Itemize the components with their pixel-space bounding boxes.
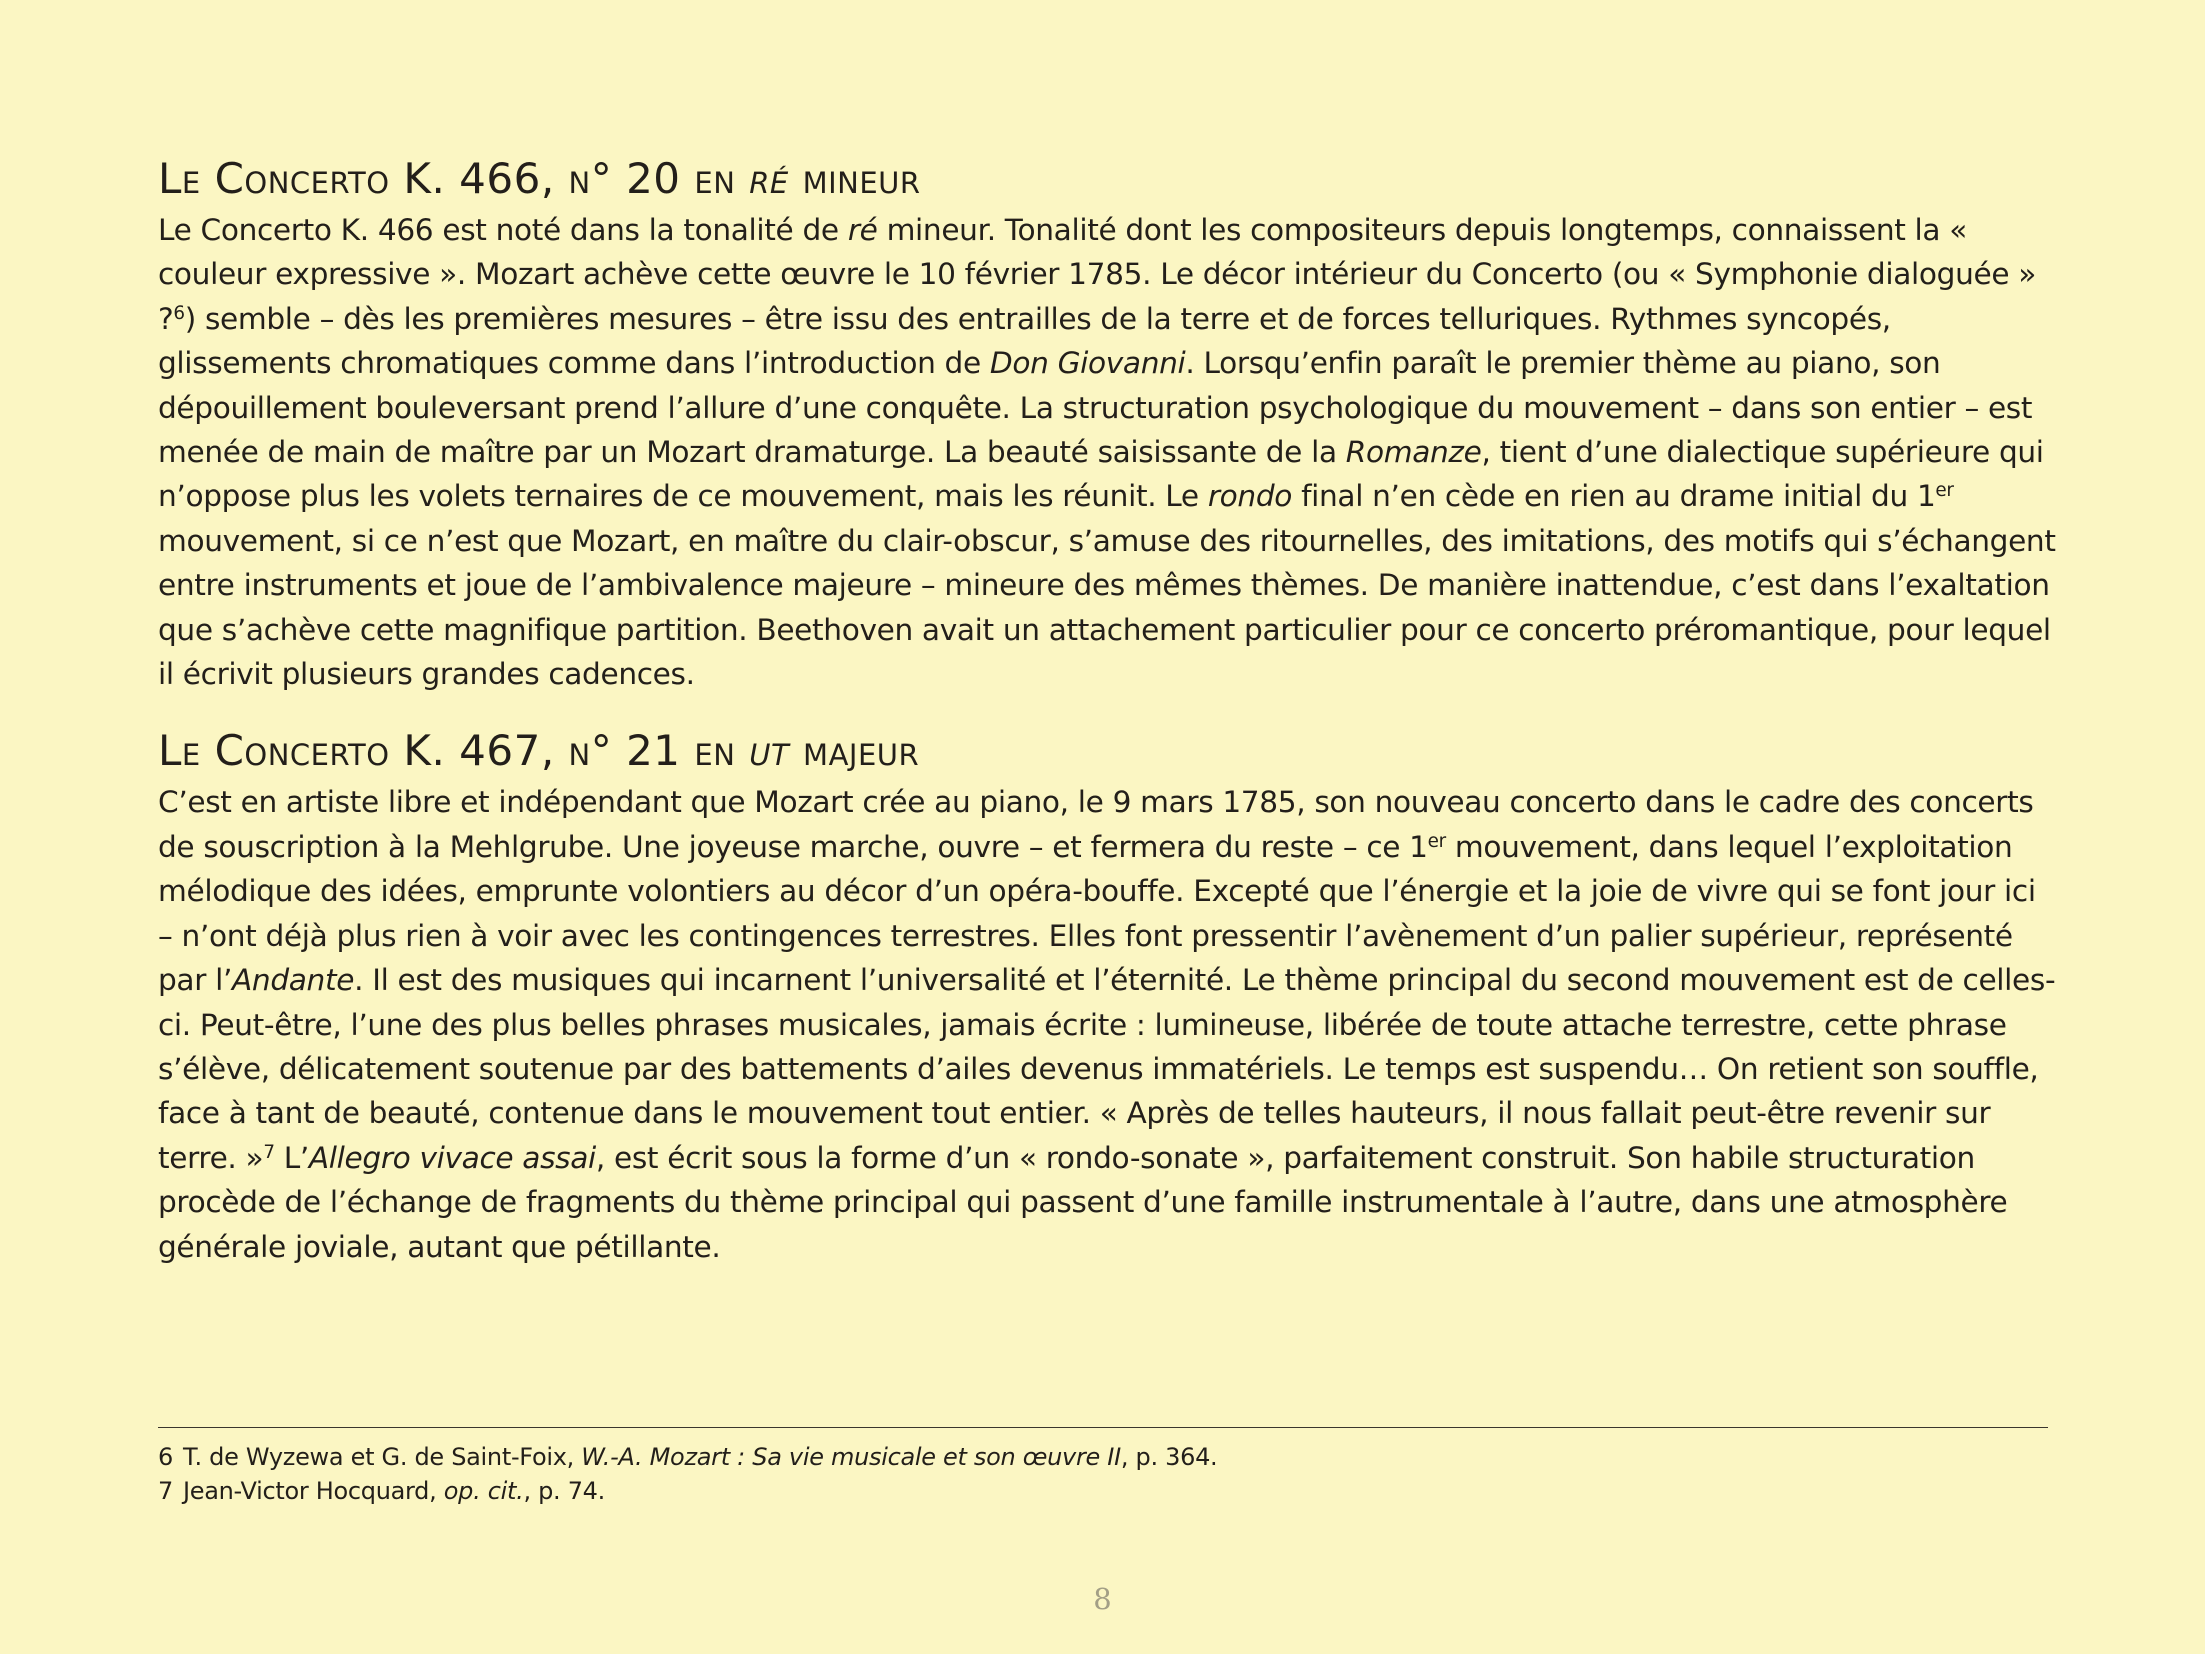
footnote-number: 7 bbox=[158, 1477, 173, 1505]
footnote-6: 6 T. de Wyzewa et G. de Saint-Foix, W.-A. Mozart : Sa vie musicale et son œuvre II, p. 364. bbox=[158, 1443, 1218, 1471]
ordinal-superscript: er bbox=[1427, 830, 1446, 852]
footnote-7: 7 Jean-Victor Hocquard, op. cit., p. 74. bbox=[158, 1477, 605, 1505]
document-page bbox=[158, 150, 2058, 1269]
section-paragraph: Le Concerto K. 466 est noté dans la tonalité de ré mineur. Tonalité dont les compositeurs depuis longtemps, connaissent la « couleur expressive ». Mozart achève cette œuvre le 10 février 1785. Le décor intérieur du Concerto (ou « Symphonie dialoguée » ?$^6$) semble – dès les premières mesures – être issu des entrailles de la terre et de forces telluriques. Rythmes syncopés, glissements chromatiques comme dans l’introduction de Don Giovanni. Lorsqu’enfin paraît le premier thème au piano, son dépouillement bouleversant prend l’allure d’une conquête. La structuration psychologique du mouvement – dans son entier – est menée de main de maître par un Mozart dramaturge. La beauté saisissante de la Romanze, tient d’une dialectique supérieure qui n’oppose plus les volets ternaires de ce mouvement, mais les réunit. Le rondo final n’en cède en rien au drame initial du 1er mouvement, si ce n’est que Mozart, en maître du clair-obscur, s’amuse des ritournelles, des imitations, des motifs qui s’échangent entre instruments et joue de l’ambivalence majeure – mineure des mêmes thèmes. De manière inattendue, c’est dans l’exaltation que s’achève cette magnifique partition. Beethoven avait un attachement particulier pour ce concerto préromantique, pour lequel il écrivit plusieurs grandes cadences. bbox=[158, 213, 2056, 692]
footnotes bbox=[158, 1427, 2048, 1508]
page-number: 8 bbox=[1093, 1582, 1112, 1616]
section-k467 bbox=[158, 722, 2058, 1268]
ordinal-superscript: er bbox=[1935, 480, 1954, 502]
section-paragraph: C’est en artiste libre et indépendant que Mozart crée au piano, le 9 mars 1785, son nouveau concerto dans le cadre des concerts de souscription à la Mehlgrube. Une joyeuse marche, ouvre – et fermera du reste – ce 1er mouvement, dans lequel l’exploitation mélodique des idées, emprunte volontiers au décor d’un opéra-bouffe. Excepté que l’énergie et la joie de vivre qui se font jour ici – n’ont déjà plus rien à voir avec les contingences terrestres. Elles font pressentir l’avènement d’un palier supérieur, représenté par l’Andante. Il est des musiques qui incarnent l’universalité et l’éternité. Le thème principal du second mouvement est de celles-ci. Peut-être, l’une des plus belles phrases musicales, jamais écrite : lumineuse, libérée de toute attache terrestre, cette phrase s’élève, délicatement soutenue par des battements d’ailes devenus immatériels. Le temps est suspendu… On retient son souffle, face à tant de beauté, contenue dans le mouvement tout entier. « Après de telles hauteurs, il nous fallait peut-être revenir sur terre. »$^7$ L’Allegro vivace assai, est écrit sous la forme d’un « rondo-sonate », parfaitement construit. Son habile structuration procède de l’échange de fragments du thème principal qui passent d’une famille instrumentale à l’autre, dans une atmosphère générale joviale, autant que pétillante. bbox=[158, 785, 2056, 1264]
key-italic: ut bbox=[749, 726, 790, 776]
section-title: Le Concerto K. 467, n° 21 en ut majeur bbox=[158, 726, 920, 776]
key-italic: ré bbox=[749, 154, 789, 203]
footnote-number: 6 bbox=[158, 1443, 173, 1471]
footnote-ref[interactable]: 6 bbox=[173, 302, 185, 324]
footnote-ref[interactable]: 7 bbox=[263, 1141, 275, 1163]
section-k466 bbox=[158, 150, 2058, 696]
section-title: Le Concerto K. 466, n° 20 en ré mineur bbox=[158, 154, 921, 203]
